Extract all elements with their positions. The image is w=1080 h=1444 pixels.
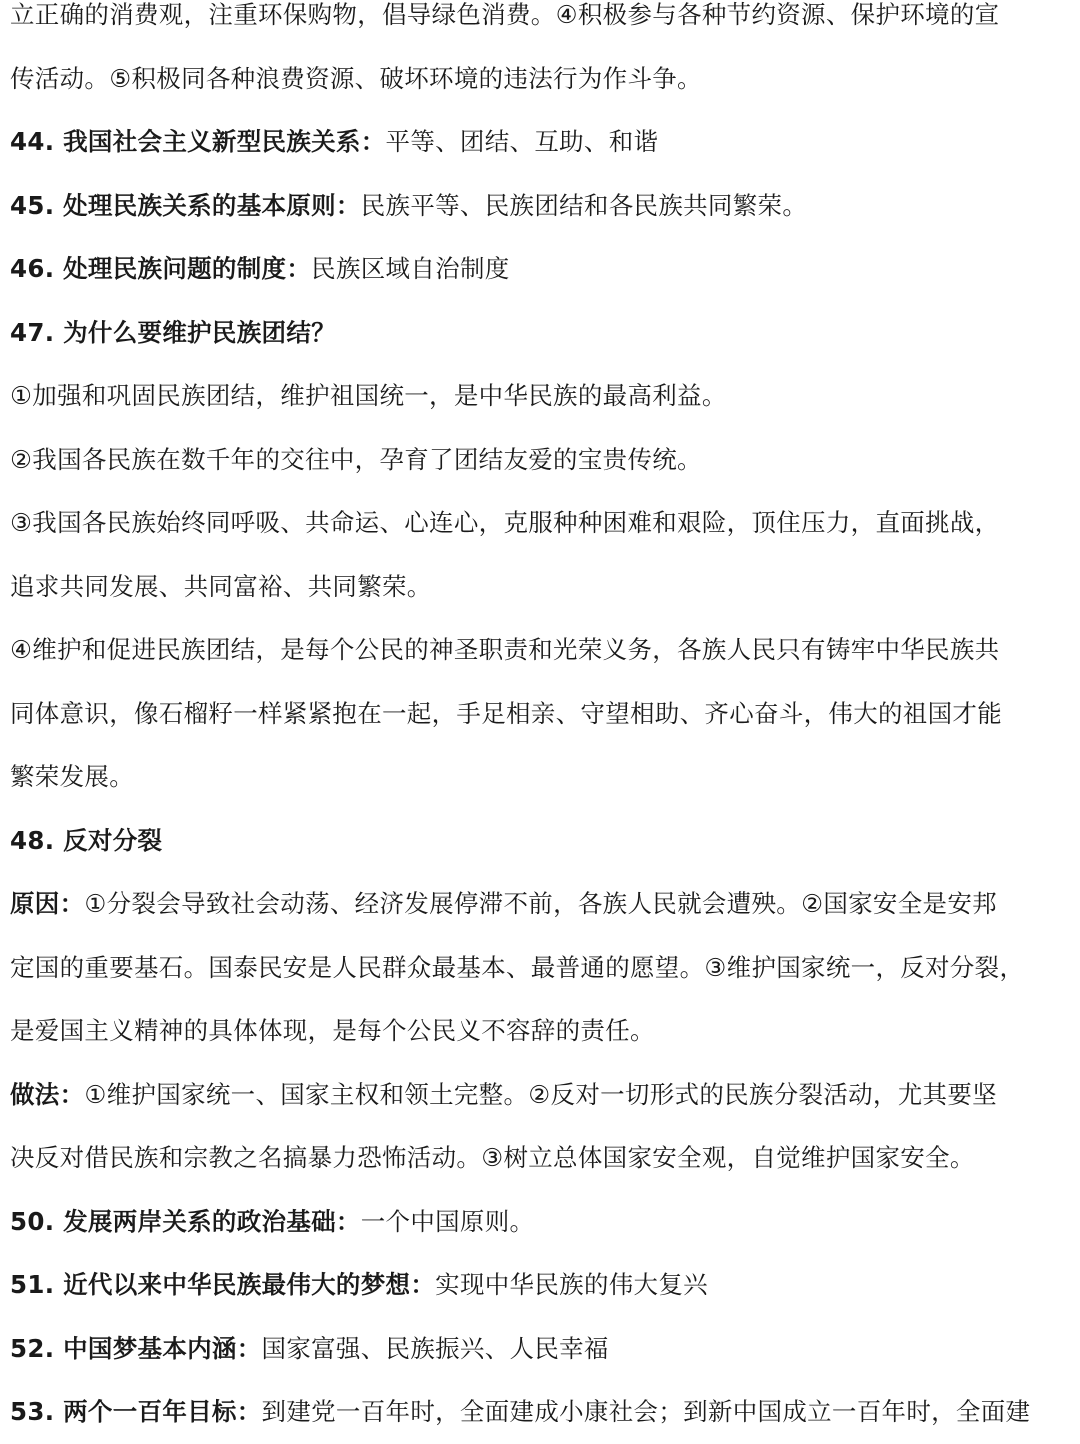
text-line — [10, 1063, 1066, 1127]
bold-heading: 48. 反对分裂 — [10, 825, 163, 855]
body-text: 同体意识，像石榴籽一样紧紧抱在一起，手足相亲、守望相助、齐心奋斗，伟大的祖国才能 — [10, 698, 1002, 728]
text-line — [10, 1126, 1066, 1190]
body-text: 传活动。⑤积极同各种浪费资源、破坏环境的违法行为作斗争。 — [10, 63, 702, 93]
text-line — [10, 0, 1066, 47]
bold-heading: 45. 处理民族关系的基本原则： — [10, 190, 361, 220]
bold-heading: 53. 两个一百年目标： — [10, 1397, 262, 1426]
body-text: ②我国各民族在数千年的交往中，孕育了团结友爱的宝贵传统。 — [10, 444, 702, 474]
text-line — [10, 301, 1066, 365]
bold-heading: 44. 我国社会主义新型民族关系： — [10, 127, 386, 156]
body-text: 是爱国主义精神的具体体现，是每个公民义不容辞的责任。 — [10, 1016, 655, 1045]
text-line — [10, 745, 1066, 809]
text-line — [10, 110, 1066, 174]
body-text: 立正确的消费观，注重环保购物，倡导绿色消费。④积极参与各种节约资源、保护环境的宣 — [10, 0, 1000, 29]
text-line — [10, 47, 1066, 111]
text-line — [10, 936, 1066, 1000]
body-text: ④维护和促进民族团结，是每个公民的神圣职责和光荣义务，各族人民只有铸牢中华民族共 — [10, 635, 1000, 664]
body-text: ③我国各民族始终同呼吸、共命运、心连心，克服种种困难和艰险，顶住压力，直面挑战， — [10, 508, 1000, 537]
body-text: 一个中国原则。 — [360, 1206, 535, 1236]
bold-heading: 做法： — [10, 1079, 85, 1109]
body-text: 国家富强、民族振兴、人民幸福 — [261, 1333, 609, 1363]
bold-heading: 原因： — [10, 889, 85, 918]
bold-heading: 46. 处理民族问题的制度： — [10, 254, 312, 283]
text-line — [10, 364, 1066, 428]
body-text: 民族区域自治制度 — [311, 254, 510, 283]
bold-heading: 52. 中国梦基本内涵： — [10, 1333, 262, 1363]
text-line — [10, 1190, 1066, 1254]
text-line — [10, 1253, 1066, 1317]
body-text: 繁荣发展。 — [10, 762, 134, 791]
text-line — [10, 555, 1066, 619]
text-line — [10, 682, 1066, 746]
body-text: 决反对借民族和宗教之名搞暴力恐怖活动。③树立总体国家安全观，自觉维护国家安全。 — [10, 1143, 975, 1172]
text-line — [10, 428, 1066, 492]
text-line — [10, 237, 1066, 301]
bold-heading: 47. 为什么要维护民族团结？ — [10, 317, 336, 347]
body-text: ①维护国家统一、国家主权和领土完整。②反对一切形式的民族分裂活动，尤其要坚 — [84, 1079, 997, 1109]
text-line — [10, 999, 1066, 1063]
body-text: 追求共同发展、共同富裕、共同繁荣。 — [10, 571, 432, 601]
body-text: 定国的重要基石。国泰民安是人民群众最基本、最普通的愿望。③维护国家统一，反对分裂， — [10, 952, 1025, 982]
body-text: ①加强和巩固民族团结，维护祖国统一，是中华民族的最高利益。 — [10, 381, 727, 410]
text-line — [10, 872, 1066, 936]
body-text: 平等、团结、互助、和谐 — [385, 127, 659, 156]
text-line — [10, 1317, 1066, 1381]
body-text: ①分裂会导致社会动荡、经济发展停滞不前，各族人民就会遭殃。②国家安全是安邦 — [84, 889, 997, 918]
body-text: 民族平等、民族团结和各民族共同繁荣。 — [360, 190, 808, 220]
text-line — [10, 1380, 1066, 1444]
document-page — [10, 0, 1066, 1444]
bold-heading: 51. 近代以来中华民族最伟大的梦想： — [10, 1270, 436, 1299]
body-text: 到建党一百年时，全面建成小康社会；到新中国成立一百年时，全面建 — [261, 1397, 1031, 1426]
text-line — [10, 809, 1066, 873]
bold-heading: 50. 发展两岸关系的政治基础： — [10, 1206, 361, 1236]
body-text: 实现中华民族的伟大复兴 — [435, 1270, 708, 1299]
text-line — [10, 618, 1066, 682]
text-line — [10, 174, 1066, 238]
text-line — [10, 491, 1066, 555]
